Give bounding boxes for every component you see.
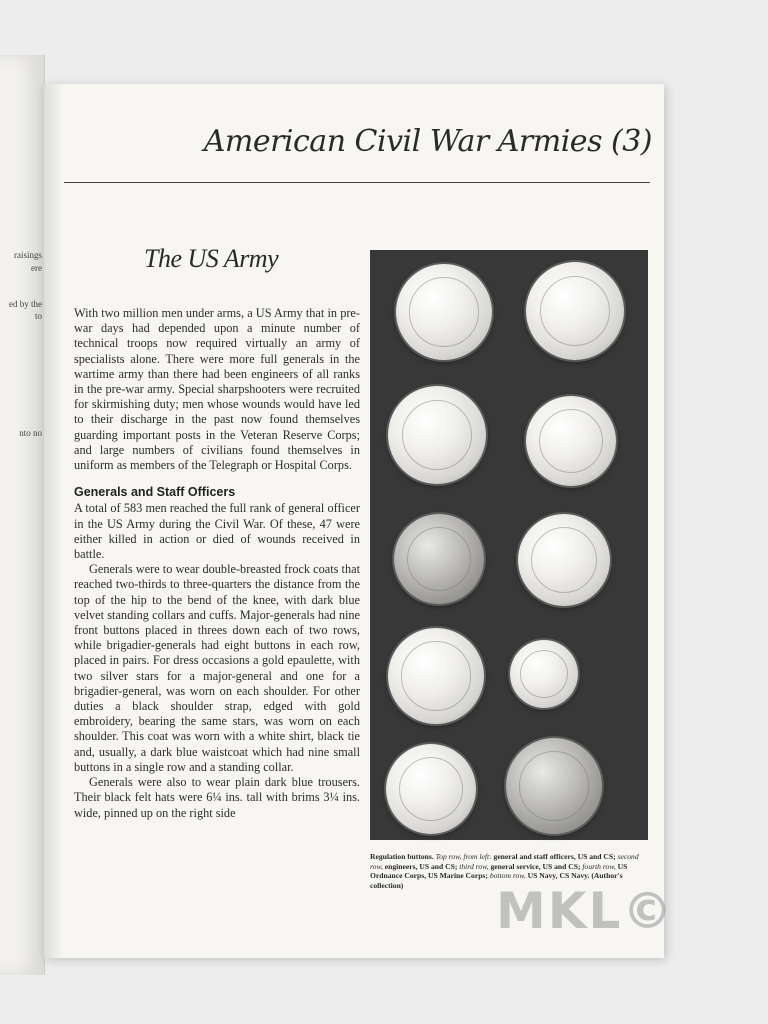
paragraph: Generals were also to wear plain dark blue trousers. Their black felt hats were 6¼ ins. tall with brims 3¼ ins. wide, pinned up on the right side xyxy=(74,775,360,820)
buttons-photo-plate xyxy=(370,250,648,840)
paragraph: A total of 583 men reached the full rank of general officer in the US Army during the Civil War. Of these, 47 were either killed in action or died of wounds received in battle. xyxy=(74,501,360,562)
caption-text: general service, US and CS; xyxy=(490,861,581,871)
book-page xyxy=(44,84,664,958)
previous-page-edge xyxy=(0,55,45,975)
intro-paragraph: With two million men under arms, a US Army that in pre-war days had depended upon a minute number of technical troops now required virtually an army of specialists alone. There were more full generals in the wartime army than there had been engineers of all ranks in the pre-war army. Special sharpshooters were recruited for skirmishing duty; men whose wounds would have led to their discharge in the past now found themselves guarding important posts in the Veteran Reserve Corps; and large numbers of civilians found themselves in uniform as members of the Telegraph or Hospital Corps. xyxy=(74,306,360,473)
caption-position: third row, xyxy=(459,861,489,871)
button-photo xyxy=(518,514,610,606)
previous-page-text-fragment: nto no xyxy=(19,428,42,438)
button-photo xyxy=(526,262,624,360)
button-photo xyxy=(396,264,492,360)
sub-heading: Generals and Staff Officers xyxy=(74,485,236,500)
paragraph: Generals were to wear double-breasted frock coats that reached two-thirds to three-quarters the distance from the top of the hip to the bend of the knee, with dark blue velvet standing collars and cuffs. Major-generals had nine front buttons placed in threes down each of two rows, while brigadier-generals had eight buttons in each row, placed in pairs. For dress occasions a gold epaulette, with two silver stars for a major-general and one for a brigadier-general, was worn on each shoulder. For other duties a black shoulder strap, edged with gold embroidery, bearing the same stars, was worn on each shoulder. This coat was worn with a white shirt, black tie and, usually, a dark blue waistcoat which had nine small buttons in a single row and a standing collar. xyxy=(74,562,360,774)
body-text-column xyxy=(74,306,360,821)
title-rule xyxy=(64,182,650,183)
caption-text: US Ordnance Corps, US Marine Corps; xyxy=(370,861,628,881)
button-photo xyxy=(388,386,486,484)
previous-page-text-fragment: ed by the xyxy=(9,299,42,309)
previous-page-text-fragment: raisings xyxy=(14,250,42,260)
caption-position: second row, xyxy=(370,852,639,871)
button-photo xyxy=(526,396,616,486)
caption-position: bottom row, xyxy=(489,871,526,881)
caption-text: general and staff officers, US and CS; xyxy=(493,852,616,861)
section-heading: The US Army xyxy=(144,244,279,273)
button-photo xyxy=(388,628,484,724)
button-photo xyxy=(386,744,476,834)
button-photo xyxy=(394,514,484,604)
caption-text: engineers, US and CS; xyxy=(384,861,458,871)
caption-lead: Regulation buttons. xyxy=(370,852,434,861)
previous-page-text-fragment: to xyxy=(34,311,42,321)
caption-position: fourth row, xyxy=(582,861,616,871)
button-photo xyxy=(506,738,602,834)
watermark: MKL© xyxy=(496,882,675,940)
caption-position: Top row, from left: xyxy=(435,852,492,861)
previous-page-text-fragment: ere xyxy=(31,263,42,273)
running-title: American Civil War Armies (3) xyxy=(203,124,652,159)
button-photo xyxy=(510,640,578,708)
caption-text: US Navy, CS Navy. (Author's collection) xyxy=(370,871,623,890)
